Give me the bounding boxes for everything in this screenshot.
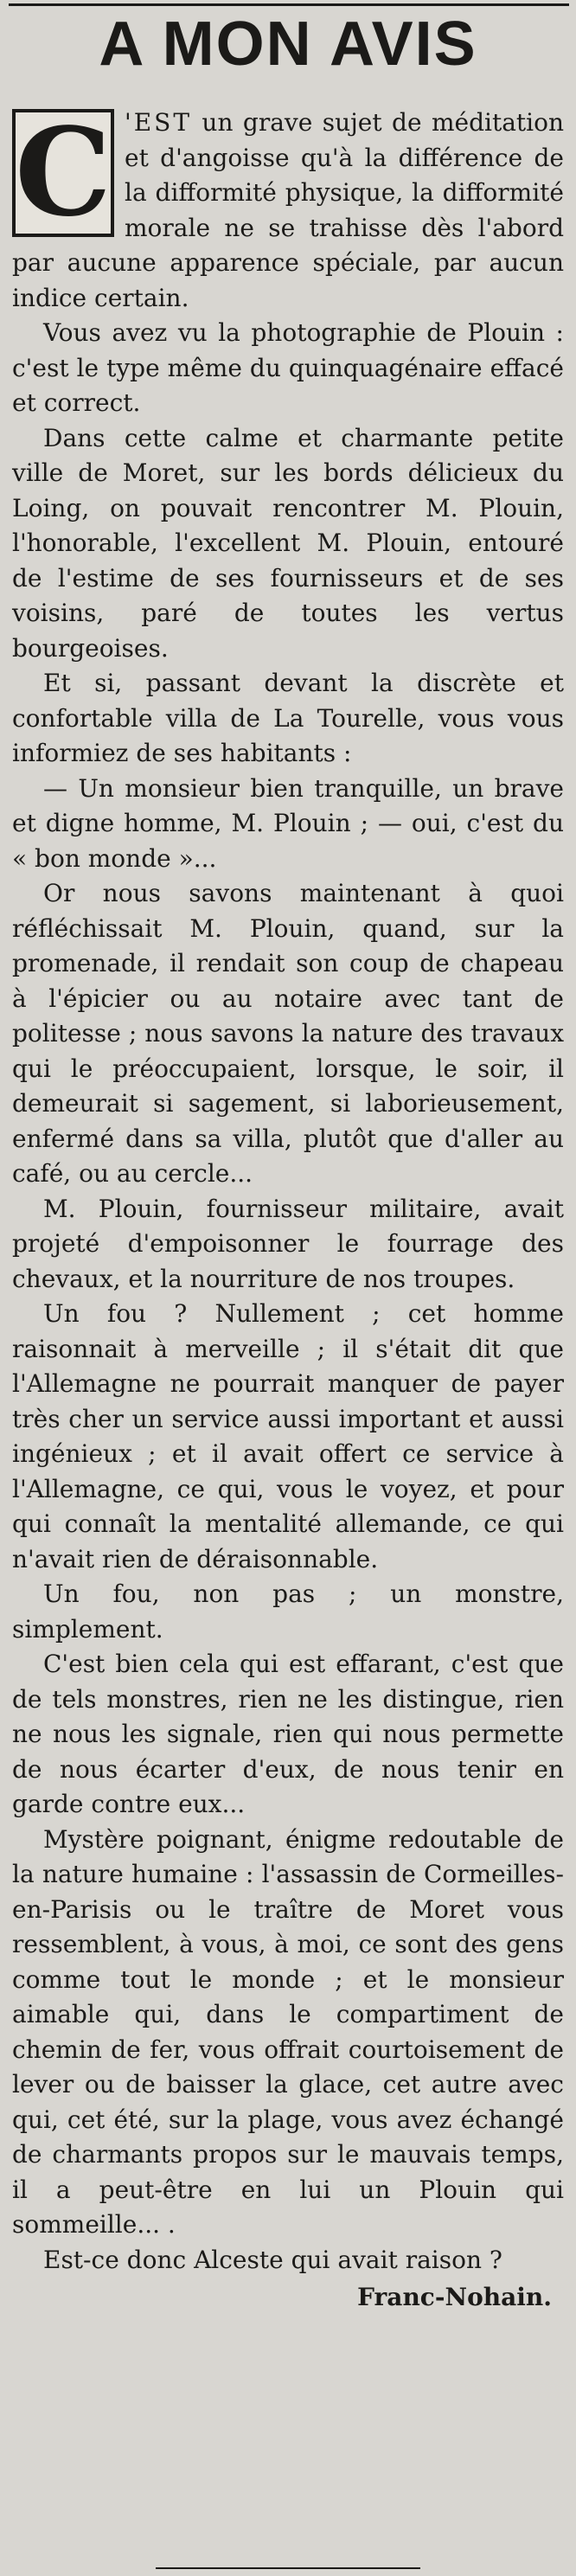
top-rule [9, 3, 569, 6]
paragraph-12: Est-ce donc Alceste qui avait raison ? [43, 2245, 502, 2274]
paragraph-6: Or nous savons maintenant à quoi réfléchissait M. Plouin, quand, sur la promenade, il rendait son coup de chapeau à l'épicier ou au notaire avec tant de politesse ; nous savons la nature des travaux qui le préoccupaient, lorsque, le soir, il demeurait si sagement, si laborieusement, enfermé dans sa villa, plutôt que d'aller au café, ou au cercle... [12, 879, 564, 1188]
bottom-rule [156, 2567, 420, 2569]
paragraph-5: — Un monsieur bien tranquille, un brave et digne homme, M. Plouin ; — oui, c'est du « bon monde »... [12, 773, 564, 873]
paragraph-1 [12, 102, 564, 316]
paragraph-11: Mystère poignant, énigme redoutable de la nature humaine : l'assassin de Cormeilles-en-Parisis ou le traître de Moret vous ressemblent, à vous, à moi, ce sont des gens comme tout le monde ; et le monsieur aimable qui, dans le compartiment de chemin de fer, vous offrait courtoisement de lever ou de baisser la glace, cet autre avec qui, cet été, sur la plage, vous avez échangé de charmants propos sur le mauvais temps, il a peut-être en lui un Plouin qui sommeille... . [12, 1824, 564, 2239]
paragraph-4: Et si, passant devant la discrète et confortable villa de La Tourelle, vous vous informiez de ses habitants : [12, 669, 564, 767]
paragraph-10: C'est bien cela qui est effarant, c'est que de tels monstres, rien ne les distingue, rien ne nous les signale, rien qui nous permette de nous écarter d'eux, de nous tenir en garde contre eux... [12, 1650, 564, 1818]
first-word: 'EST [125, 108, 192, 137]
author-signature: Franc-Nohain. [357, 2283, 552, 2311]
paragraph-9: Un fou, non pas ; un monstre, simplement. [12, 1580, 564, 1644]
paragraph-1-text: un grave sujet de méditation et d'angoisse qu'à la différence de la difformité physique, la difformité morale ne se trahisse dès l'abord par aucune apparence spéciale, par aucun indice certain. [12, 108, 564, 312]
paragraph-7: M. Plouin, fournisseur militaire, avait projeté d'empoisonner le fourrage des chevaux, et la nourriture de nos troupes. [12, 1194, 564, 1293]
paragraph-8: Un fou ? Nullement ; cet homme raisonnait à merveille ; il s'était dit que l'Allemagne ne pourrait manquer de payer très cher un service aussi important et aussi ingénieux ; et il avait offert ce service à l'Allemagne, ce qui, vous le voyez, et pour qui connaît la mentalité allemande, ce qui n'avait rien de déraisonnable. [12, 1299, 564, 1573]
article-title: A MON AVIS [99, 10, 477, 79]
paragraph-3: Dans cette calme et charmante petite ville de Moret, sur les bords délicieux du Loing, on pouvait rencontrer M. Plouin, l'honorable, l'excellent M. Plouin, entouré de l'estime de ses fournisseurs et de ses voisins, paré de toutes les vertus bourgeoises. [12, 423, 564, 663]
decorative-dropcap: C [12, 109, 114, 237]
article-body [12, 102, 564, 2316]
paragraph-2: Vous avez vu la photographie de Plouin : c'est le type même du quinquagénaire effacé et correct. [12, 318, 564, 417]
